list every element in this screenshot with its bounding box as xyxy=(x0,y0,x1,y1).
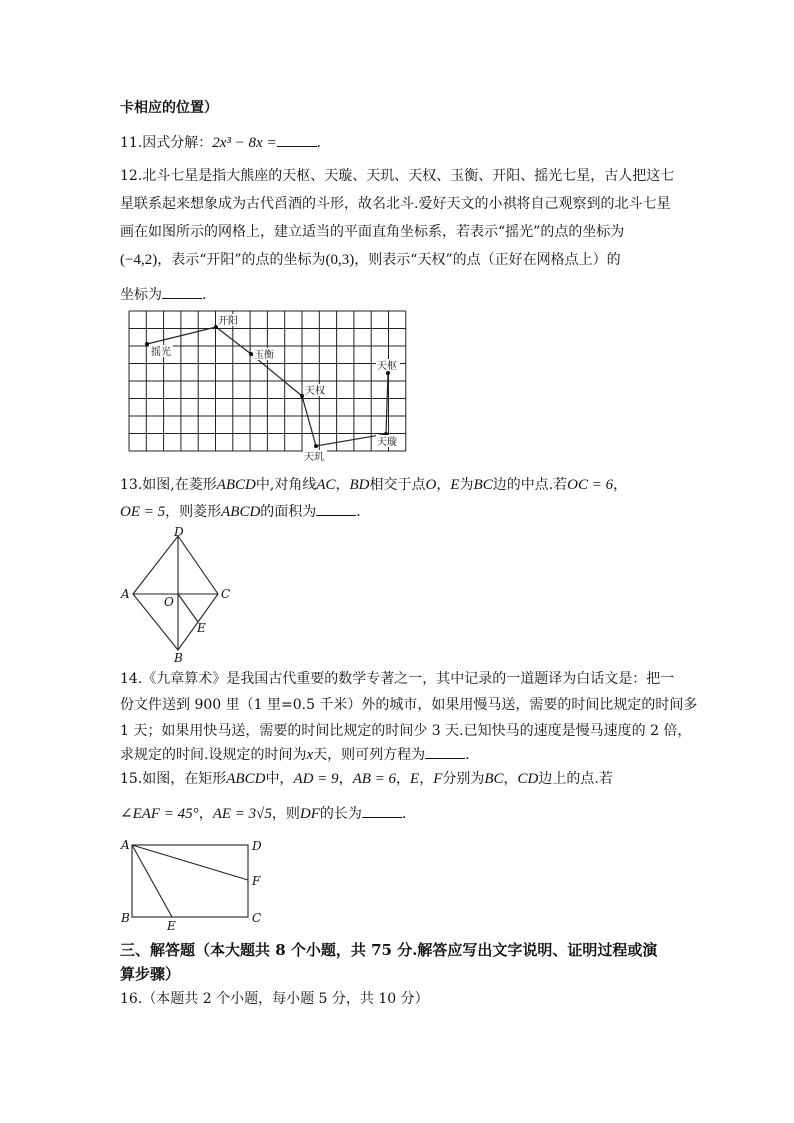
q12-line-4-b: ，表示“开阳”的点的坐标为 xyxy=(157,252,326,268)
star-tianji-point xyxy=(314,444,318,448)
q15-rect-name: ABCD xyxy=(226,771,266,787)
q13-text-a: 13.如图,在菱形 xyxy=(120,477,217,493)
q13-text-2e: . xyxy=(356,504,361,520)
label-yaoguang: 摇光 xyxy=(151,347,171,358)
label-d: D xyxy=(174,526,184,539)
q14-answer-blank[interactable] xyxy=(425,744,465,759)
q15-line-1 xyxy=(120,769,613,789)
q13-rhombus-name: ABCD xyxy=(216,477,256,493)
q12-line-1: 12.北斗七星是指大熊座的天枢、天璇、天玑、天权、玉衡、开阳、摇光七星，古人把这七 xyxy=(120,168,675,184)
q12-line-5 xyxy=(120,284,206,305)
q15-point-e: E xyxy=(410,771,420,787)
q14-text-d: . xyxy=(465,747,470,763)
q12-yaoguang-coord: (−4,2) xyxy=(120,252,158,268)
label-tianxuan: 天璇 xyxy=(377,437,397,448)
rect-label-d: D xyxy=(252,839,262,853)
q13-text-m: 边的中点.若 xyxy=(492,477,568,493)
q15-text-m: ， xyxy=(503,771,518,787)
q15-ae-value: AE = 3√5 xyxy=(212,806,272,822)
grid-lines xyxy=(129,311,406,451)
q13-oc-value: OC = 6 xyxy=(567,477,614,493)
star-yuheng-point xyxy=(249,352,253,356)
segment-af xyxy=(132,845,248,880)
q15-text-k: 分别为 xyxy=(442,771,485,787)
rect-label-f: F xyxy=(252,874,261,888)
q12-kaiyang-coord: (0,3) xyxy=(325,252,355,268)
rect-label-b: B xyxy=(121,911,130,925)
q15-ad-value: AD = 9 xyxy=(293,771,339,787)
rect-label-e: E xyxy=(167,919,176,932)
q15-text-e: ， xyxy=(338,771,353,787)
q15-text-2g: . xyxy=(401,806,407,822)
label-c: C xyxy=(221,587,231,601)
label-yuheng: 玉衡 xyxy=(254,350,274,361)
question-16: 16.（本题共 2 个小题，每小题 5 分，共 10 分） xyxy=(120,991,429,1007)
label-e: E xyxy=(197,621,206,635)
rect-label-c: C xyxy=(252,911,262,925)
q13-text-i: ， xyxy=(436,477,451,493)
label-kaiyang: 开阳 xyxy=(218,316,238,327)
q15-text-a: 15.如图，在矩形 xyxy=(120,771,227,787)
rectangle-outline xyxy=(132,845,248,917)
q13-text-c: 中,对角线 xyxy=(255,477,317,493)
q13-oe-value: OE = 5 xyxy=(120,504,166,520)
q11-expression: 2x³ − 8x = xyxy=(212,135,277,151)
q12-line-3: 画在如图所示的网格上，建立适当的平面直角坐标系，若表示“摇光”的点的坐标为 xyxy=(120,224,625,240)
q13-text-o: ， xyxy=(613,477,628,493)
q14-line-1: 14.《九章算术》是我国古代重要的数学专著之一，其中记录的一道题译为白话文是：把一 xyxy=(120,671,675,687)
section-3-heading-line-2: 算步骤） xyxy=(120,965,181,983)
q13-text-2d: 的面积为 xyxy=(260,504,317,520)
q13-text-g: 相交于点 xyxy=(369,477,426,493)
label-tianquan: 天权 xyxy=(305,386,325,397)
q15-text-o: 边上的点.若 xyxy=(538,771,613,787)
q13-line-2 xyxy=(120,501,361,522)
rectangle-figure xyxy=(118,836,268,932)
q13-text-2b: ，则菱形 xyxy=(165,504,222,520)
question-11 xyxy=(120,132,321,153)
q15-point-f: F xyxy=(433,771,443,787)
section-3-heading-line-1: 三、解答题（本大题共 8 个小题，共 75 分.解答应写出文字说明、证明过程或演 xyxy=(120,941,658,959)
q13-rhombus-name-2: ABCD xyxy=(221,504,261,520)
label-tianji: 天玑 xyxy=(304,452,324,463)
label-b: B xyxy=(174,651,183,664)
q15-side-bc: BC xyxy=(484,771,504,787)
q12-line-5-text: 坐标为 xyxy=(120,287,162,303)
label-tianshu: 天枢 xyxy=(377,361,397,372)
star-yaoguang-point xyxy=(145,342,149,346)
q13-side-bc: BC xyxy=(473,477,493,493)
q14-line-4 xyxy=(120,744,470,765)
q13-text-e: ， xyxy=(335,477,350,493)
segment-oe xyxy=(178,594,198,622)
q11-suffix: . xyxy=(316,135,322,151)
rect-label-a: A xyxy=(121,838,130,852)
q14-variable-x: x xyxy=(306,747,314,763)
q15-angle-eaf: ∠EAF = 45° xyxy=(120,806,199,822)
q14-text-a: 求规定的时间.设规定的时间为 xyxy=(120,747,307,763)
q15-text-2d: ，则 xyxy=(271,806,300,822)
q13-diag-ac: AC xyxy=(316,477,336,493)
q12-answer-blank[interactable] xyxy=(162,284,202,299)
q13-line-1 xyxy=(120,475,627,495)
q13-point-e: E xyxy=(450,477,460,493)
q12-line-4-d: ，则表示“天权”的点（正好在网格点上）的 xyxy=(354,252,621,268)
q15-text-c: 中， xyxy=(265,771,294,787)
q12-line-2: 星联系起来想象成为古代舀酒的斗形，故名北斗.爱好天文的小祺将自己观察到的北斗七星 xyxy=(120,196,671,212)
q14-line-2: 份文件送到 900 里（1 里=0.5 千米）外的城市，如果用慢马送，需要的时间比规定的时间多 xyxy=(120,697,698,713)
q15-text-2b: ， xyxy=(198,806,213,822)
q15-text-2f: 的长为 xyxy=(319,806,362,822)
big-dipper-grid-figure xyxy=(128,310,408,464)
q15-text-i: ， xyxy=(419,771,434,787)
q15-ab-value: AB = 6 xyxy=(352,771,397,787)
label-o: O xyxy=(164,595,174,609)
q15-text-g: ， xyxy=(396,771,411,787)
q15-line-2 xyxy=(120,803,406,824)
q14-text-c: 天，则可列方程为 xyxy=(313,747,426,763)
q15-side-cd: CD xyxy=(517,771,539,787)
q13-text-k: 为 xyxy=(459,477,474,493)
q12-line-5-end: . xyxy=(202,287,207,303)
label-a: A xyxy=(121,587,130,601)
star-tianquan-point xyxy=(300,394,304,398)
q13-point-o: O xyxy=(425,477,437,493)
q13-answer-blank[interactable] xyxy=(316,501,356,516)
q12-line-4 xyxy=(120,250,621,270)
q11-prefix: 11.因式分解： xyxy=(120,135,213,151)
q13-diag-bd: BD xyxy=(349,477,370,493)
header-text: 卡相应的位置） xyxy=(120,100,218,116)
q11-answer-blank[interactable] xyxy=(277,132,317,147)
q15-answer-blank[interactable] xyxy=(362,803,402,818)
q15-segment-df: DF xyxy=(299,806,320,822)
q14-line-3: 1 天；如果用快马送，需要的时间比规定的时间少 3 天.已知快马的速度是慢马速度的 2 倍， xyxy=(120,723,692,739)
rhombus-figure xyxy=(118,526,238,664)
